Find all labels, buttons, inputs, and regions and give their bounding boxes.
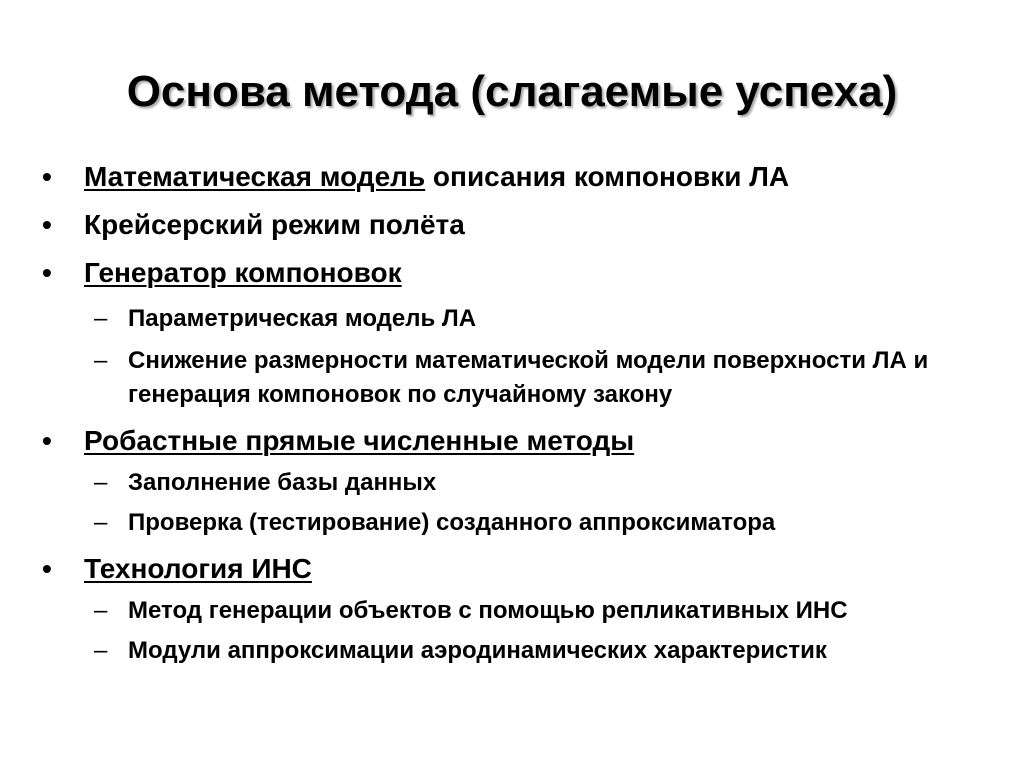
bullet-marker: • [42, 209, 52, 240]
sub-bullet-item [40, 594, 1000, 628]
bullet-text: Крейсерский режим полёта [84, 209, 465, 240]
bullet-underlined-text: Математическая модель [84, 161, 426, 192]
bullet-underlined-text: Робастные прямые численные методы [84, 425, 635, 456]
bullet-item [40, 160, 1000, 194]
bullet-list [40, 160, 1000, 668]
bullet-text: описания компоновки ЛА [425, 161, 790, 192]
dash-marker: – [94, 597, 108, 624]
bullet-marker: • [42, 161, 52, 192]
bullet-underlined-text: Генератор компоновок [84, 257, 402, 288]
sub-bullet-item [40, 302, 1000, 336]
sub-bullet-item [40, 634, 1000, 668]
dash-marker: – [94, 469, 108, 496]
sub-bullet-text: Метод генерации объектов с помощью репликативных ИНС [128, 597, 848, 624]
sub-bullet-item [40, 506, 1000, 540]
bullet-marker: • [42, 257, 52, 288]
dash-marker: – [94, 509, 108, 536]
sub-bullet-item [40, 344, 1000, 412]
sub-bullet-text: Проверка (тестирование) созданного аппроксиматора [128, 509, 776, 536]
bullet-item [40, 256, 1000, 290]
sub-bullet-text: Снижение размерности математической модели поверхности ЛА и генерация компоновок по случайному закону [128, 347, 929, 408]
dash-marker: – [94, 347, 108, 374]
sub-bullet-text: Заполнение базы данных [128, 469, 437, 496]
dash-marker: – [94, 637, 108, 664]
bullet-marker: • [42, 425, 52, 456]
bullet-marker: • [42, 553, 52, 584]
sub-bullet-text: Параметрическая модель ЛА [128, 305, 477, 332]
dash-marker: – [94, 305, 108, 332]
slide-title: Основа метода (слагаемые успеха) [126, 67, 898, 116]
sub-bullet-text: Модули аппроксимации аэродинамических характеристик [128, 637, 827, 664]
bullet-item [40, 552, 1000, 586]
bullet-item [40, 208, 1000, 242]
sub-bullet-item [40, 466, 1000, 500]
bullet-underlined-text: Технология ИНС [84, 553, 312, 584]
bullet-item [40, 424, 1000, 458]
